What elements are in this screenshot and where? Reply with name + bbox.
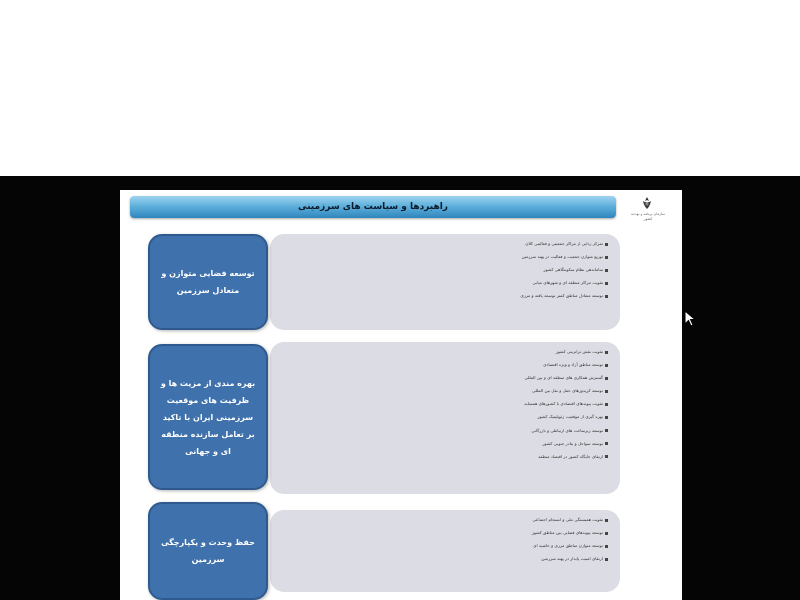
- government-emblem-icon: [640, 196, 654, 210]
- slide-title: راهبردها و سیاست های سرزمینی: [130, 196, 616, 218]
- list-item: ارتقای جایگاه کشور در اقتصاد منطقه: [280, 453, 608, 460]
- list-item: ساماندهی نظام سکونتگاهی کشور: [280, 266, 608, 273]
- list-item: توسعه پیوندهای فضایی بین مناطق کشور: [280, 529, 608, 536]
- list-item: توسعه زیرساخت های ارتباطی و بازرگانی: [280, 427, 608, 434]
- list-item: تقویت پیوندهای اقتصادی با کشورهای همسایه: [280, 400, 608, 407]
- list-item: توزیع متوازن جمعیت و فعالیت در پهنه سرزمین: [280, 253, 608, 260]
- list-item: توسعه متوازن مناطق مرزی و حاشیه ای: [280, 542, 608, 549]
- presentation-slide: [120, 190, 682, 600]
- list-item: توسعه کریدورهای حمل و نقل بین المللی: [280, 387, 608, 394]
- bullet-panel: [270, 342, 620, 494]
- list-item: توسعه سواحل و بنادر جنوبی کشور: [280, 440, 608, 447]
- section-heading-box: توسعه فضایی متوازن و متعادل سرزمین: [148, 234, 268, 330]
- mouse-pointer-icon: [684, 310, 698, 328]
- bullet-panel: [270, 510, 620, 592]
- organization-logo: [628, 194, 668, 238]
- section-heading-box: بهره مندی از مزیت ها و ظرفیت های موقعیت سرزمینی ایران با تاکید بر تعامل سازنده منطقه ای و جهانی: [148, 344, 268, 490]
- list-item: توسعه مناطق آزاد و ویژه اقتصادی: [280, 361, 608, 368]
- top-blank-area: [0, 0, 800, 176]
- list-item: تقویت همبستگی ملی و انسجام اجتماعی: [280, 516, 608, 523]
- list-item: تقویت نقش ترانزیتی کشور: [280, 348, 608, 355]
- list-item: گسترش همکاری های منطقه ای و بین المللی: [280, 374, 608, 381]
- list-item: ارتقای امنیت پایدار در پهنه سرزمین: [280, 555, 608, 562]
- list-item: توسعه متعادل مناطق کمتر توسعه یافته و مرزی: [280, 292, 608, 299]
- list-item: تمرکز زدایی از مراکز جمعیتی و فعالیتی کلان: [280, 240, 608, 247]
- list-item: بهره گیری از موقعیت ژئوپلیتیک کشور: [280, 413, 608, 420]
- bullet-panel: [270, 234, 620, 330]
- section-heading-box: حفظ وحدت و یکپارچگی سرزمین: [148, 502, 268, 600]
- list-item: تقویت مراکز منطقه ای و شهرهای میانی: [280, 279, 608, 286]
- logo-caption: سازمان برنامه و بودجه کشور: [630, 212, 666, 221]
